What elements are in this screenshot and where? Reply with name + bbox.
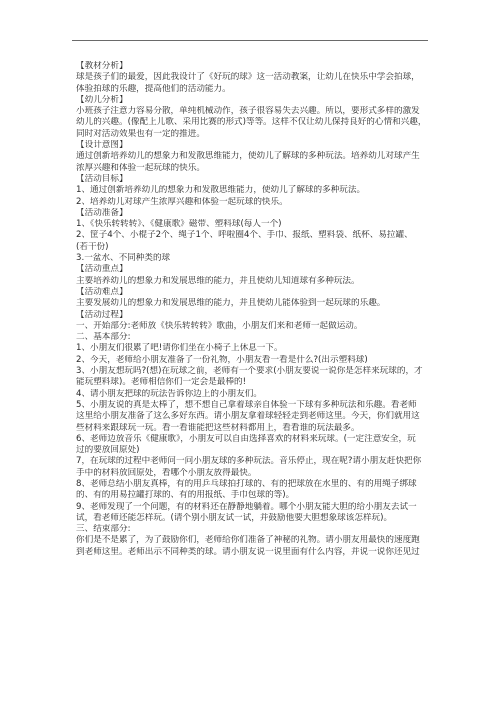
text-line: 的、有的用易拉罐打球的、有的用报纸、手巾包球的等)。	[76, 490, 295, 501]
text-line: 7，在玩球的过程中老师问一问小朋友球的多种玩法。音乐停止，现在呢?请小朋友赶快把你	[76, 456, 422, 467]
text-line: 到老师这里。老师出示不同种类的球。请小朋友说一说里面有什么内容，并说一说你还见过	[76, 546, 420, 557]
text-line: 一、开始部分:老师放《快乐转转转》歌曲，小朋友们来和老师一起做运动。	[76, 320, 363, 331]
text-line: 6、老师边放音乐《健康歌》，小朋友可以自由选择喜欢的材料来玩球。(一定注意安全，玩	[76, 433, 416, 444]
text-line: 【活动目标】	[76, 173, 128, 184]
text-line: 2、筐子4个、小棍子2个、绳子1个、呼啦圈4个、手巾、报纸、塑料袋、纸杯、易拉罐、	[76, 230, 413, 241]
text-line: 3、小朋友想玩吗?(想)在玩球之前，老师有一个要求(小朋友要说一说你是怎样来玩球的，才	[76, 366, 423, 377]
text-line: 4、请小朋友把球的玩法告诉你边上的小朋友们。	[76, 388, 262, 399]
text-line: 【幼儿分析】	[76, 94, 128, 105]
text-line: 2、今天，老师给小朋友准备了一份礼物，小朋友看一看是什么?(出示塑料球)	[76, 354, 368, 365]
text-line: 【活动难点】	[76, 286, 128, 297]
text-line: 浓厚兴趣和体验一起玩球的快乐。	[76, 162, 205, 173]
text-line: 主要发展幼儿的想象力和发展思维的能力，并且使幼儿能体验到一起玩球的乐趣。	[76, 298, 386, 309]
text-line: 8、老师总结小朋友真棒，有的用乒乓球拍打球的、有的把球放在水里的、有的用绳子绑球	[76, 478, 417, 489]
text-line: 9、老师发现了一个问题，有的材料还在静静地躺着。哪个小朋友能大胆的给小朋友去试一	[76, 501, 417, 512]
text-line: 【设计意图】	[76, 140, 128, 151]
text-line: 球是孩子们的最爱，因此我设计了《好玩的球》这一活动教案，让幼儿在快乐中学会拍球，	[76, 72, 420, 83]
header-divider	[72, 40, 428, 41]
text-line: 同时对活动效果也有一定的推进。	[76, 128, 205, 139]
text-line: 1、小朋友们很累了吧!请你们坐在小椅子上休息一下。	[76, 343, 283, 354]
text-line: 1、《快乐转转转》、《健康歌》磁带、塑料球(每人一个)	[76, 219, 282, 230]
text-line: 三、结束部分:	[76, 524, 131, 535]
text-line: 【教材分析】	[76, 61, 128, 71]
text-line: 【活动重点】	[76, 264, 128, 275]
text-line: 体验拍球的乐趣，提高他们的活动能力。	[76, 83, 231, 94]
text-line: 手中的材料放回原处，看哪个小朋友放得最快。	[76, 467, 257, 478]
text-line: 2、培养幼儿对球产生浓厚兴趣和体验一起玩球的快乐。	[76, 196, 288, 207]
text-line: 【活动准备】	[76, 207, 128, 218]
text-line: 1、通过创新培养幼儿的想象力和发散思维能力，使幼儿了解球的多种玩法。	[76, 185, 366, 196]
text-line: 你们是不是累了，为了鼓励你们，老师给你们准备了神秘的礼物。请小朋友用最快的速度跑	[76, 535, 420, 546]
text-line: 小班孩子注意力容易分散，单纯机械动作，孩子很容易失去兴趣。所以，要形式多样的激发	[76, 106, 420, 117]
text-line: 二、基本部分:	[76, 332, 131, 343]
text-line: 5、小朋友说的真是太棒了，想不想自己拿着球亲自体验一下球有多种玩法和乐趣。看老师	[76, 399, 417, 410]
text-line: 3.一盆水、不同种类的球	[76, 253, 171, 264]
text-line: 过的要放回原处)	[76, 445, 140, 456]
text-line: 些材料来跟球玩一玩。看一看谁能把这些材料都用上，看看谁的玩法最多。	[76, 422, 360, 433]
text-line: 这里给小朋友准备了这么多好东西。请小朋友拿着球轻轻走到老师这里。今天，你们就用这	[76, 411, 420, 422]
text-line: 能玩塑料球)。老师相信你们一定会是最棒的!	[76, 377, 247, 388]
text-line: 幼儿的兴趣。(像配上儿歌、采用比赛的形式)等等。这样不仅让幼儿保持良好的心情和兴趣，	[76, 117, 427, 128]
text-line: (若干份)	[76, 241, 109, 252]
text-line: 试，看老师还能怎样玩。(请个别小朋友试一试，并鼓励他要大胆想象球该怎样玩)。	[76, 512, 393, 523]
document-body	[76, 61, 431, 558]
text-line: 【活动过程】	[76, 309, 128, 320]
text-line: 通过创新培养幼儿的想象力和发散思维能力，使幼儿了解球的多种玩法。培养幼儿对球产生	[76, 151, 420, 162]
text-line: 主要培养幼儿的想象力和发展思维的能力，并且使幼儿知道球有多种玩法。	[76, 275, 360, 286]
